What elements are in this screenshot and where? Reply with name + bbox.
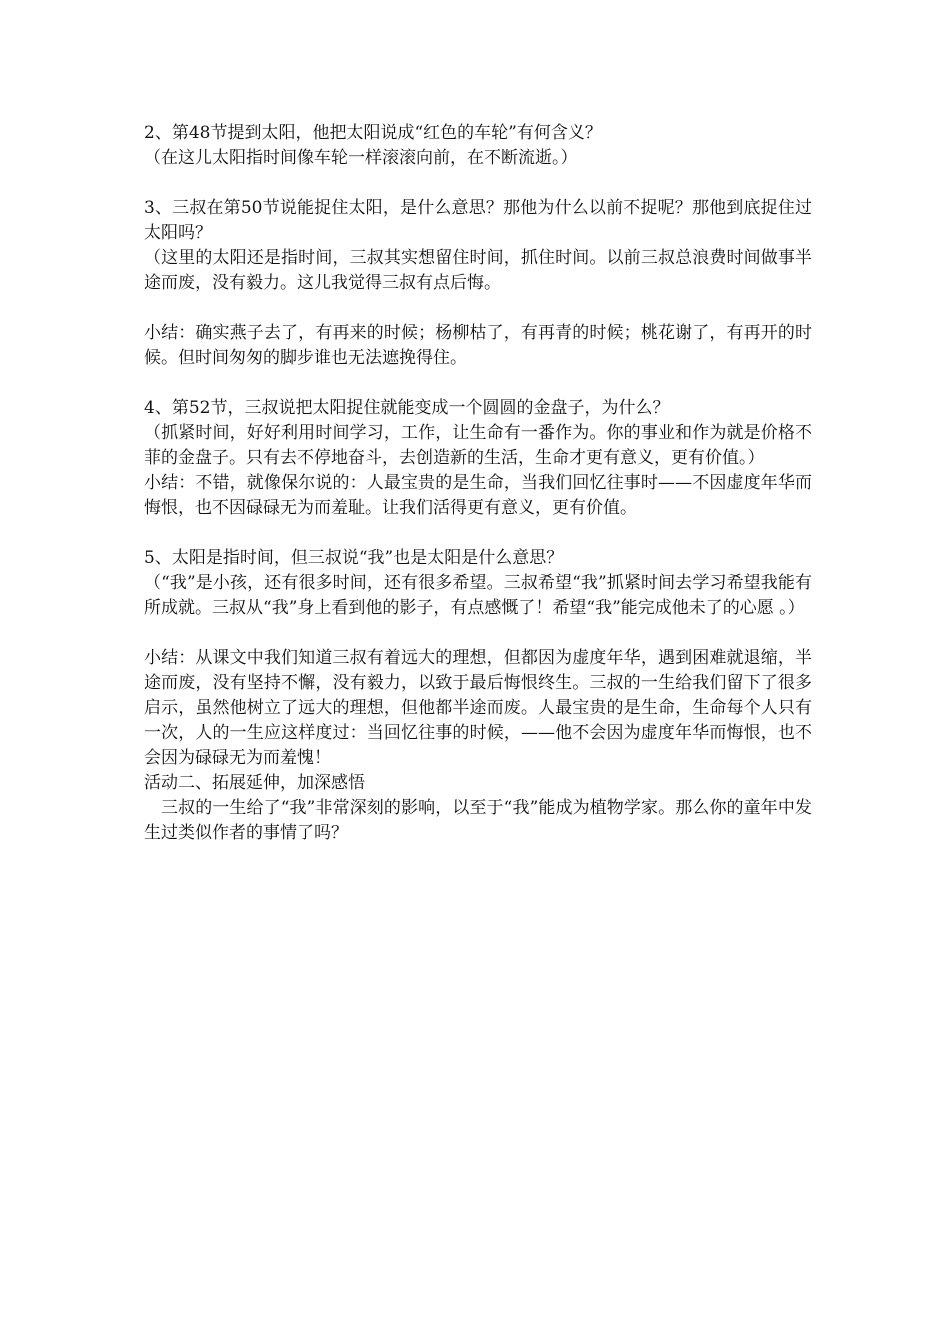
summary-4: 小结：不错，就像保尔说的：人最宝贵的是生命，当我们回忆往事时——不因虚度年华而悔恨，也不因碌碌无为而羞耻。让我们活得更有意义，更有价值。 — [144, 473, 812, 518]
summary-2: 小结：从课文中我们知道三叔有着远大的理想，但都因为虚度年华，遇到困难就退缩，半途而废，没有坚持不懈，没有毅力，以致于最后悔恨终生。三叔的一生给我们留下了很多启示，虽然他树立了远大的理想，但他都半途而废。人最宝贵的是生命，生命每个人只有一次，人的一生应这样度过：当回忆往事的时候，——他不会因为虚度年华而悔恨，也不会因为碌碌无为而羞愧！ — [144, 648, 812, 768]
document-body — [144, 121, 812, 846]
paragraph-gap — [144, 371, 812, 396]
activity-2-body: 三叔的一生给了“我”非常深刻的影响，以至于“我”能成为植物学家。那么你的童年中发生过类似作者的事情了吗？ — [144, 798, 812, 843]
answer-5: （“我”是小孩，还有很多时间，还有很多希望。三叔希望“我”抓紧时间去学习希望我能有所成就。三叔从“我”身上看到他的影子，有点感慨了！希望“我”能完成他未了的心愿 。） — [144, 573, 812, 618]
answer-4: （抓紧时间，好好利用时间学习，工作，让生命有一番作为。你的事业和作为就是价格不菲的金盘子。只有去不停地奋斗，去创造新的生活，生命才更有意义，更有价值。） — [144, 423, 812, 468]
answer-2: （在这儿太阳指时间像车轮一样滚滚向前，在不断流逝。） — [144, 148, 578, 168]
activity-2-heading: 活动二、拓展延伸，加深感悟 — [144, 773, 365, 793]
paragraph-gap — [144, 171, 812, 196]
paragraph-gap — [144, 621, 812, 646]
question-2: 2、第48节提到太阳，他把太阳说成“红色的车轮”有何含义？ — [144, 123, 602, 143]
paragraph-gap — [144, 521, 812, 546]
question-4: 4、第52节，三叔说把太阳捉住就能变成一个圆圆的金盘子，为什么？ — [144, 398, 670, 418]
answer-3: （这里的太阳还是指时间，三叔其实想留住时间，抓住时间。以前三叔总浪费时间做事半途而废，没有毅力。这儿我觉得三叔有点后悔。 — [144, 248, 812, 293]
question-5: 5、太阳是指时间，但三叔说“我”也是太阳是什么意思？ — [144, 548, 564, 568]
paragraph-gap — [144, 296, 812, 321]
question-3: 3、三叔在第50节说能捉住太阳，是什么意思？那他为什么以前不捉呢？那他到底捉住过太阳吗？ — [144, 198, 812, 243]
summary-1: 小结：确实燕子去了，有再来的时候；杨柳枯了，有再青的时候；桃花谢了，有再开的时候。但时间匆匆的脚步谁也无法遮挽得住。 — [144, 323, 812, 368]
